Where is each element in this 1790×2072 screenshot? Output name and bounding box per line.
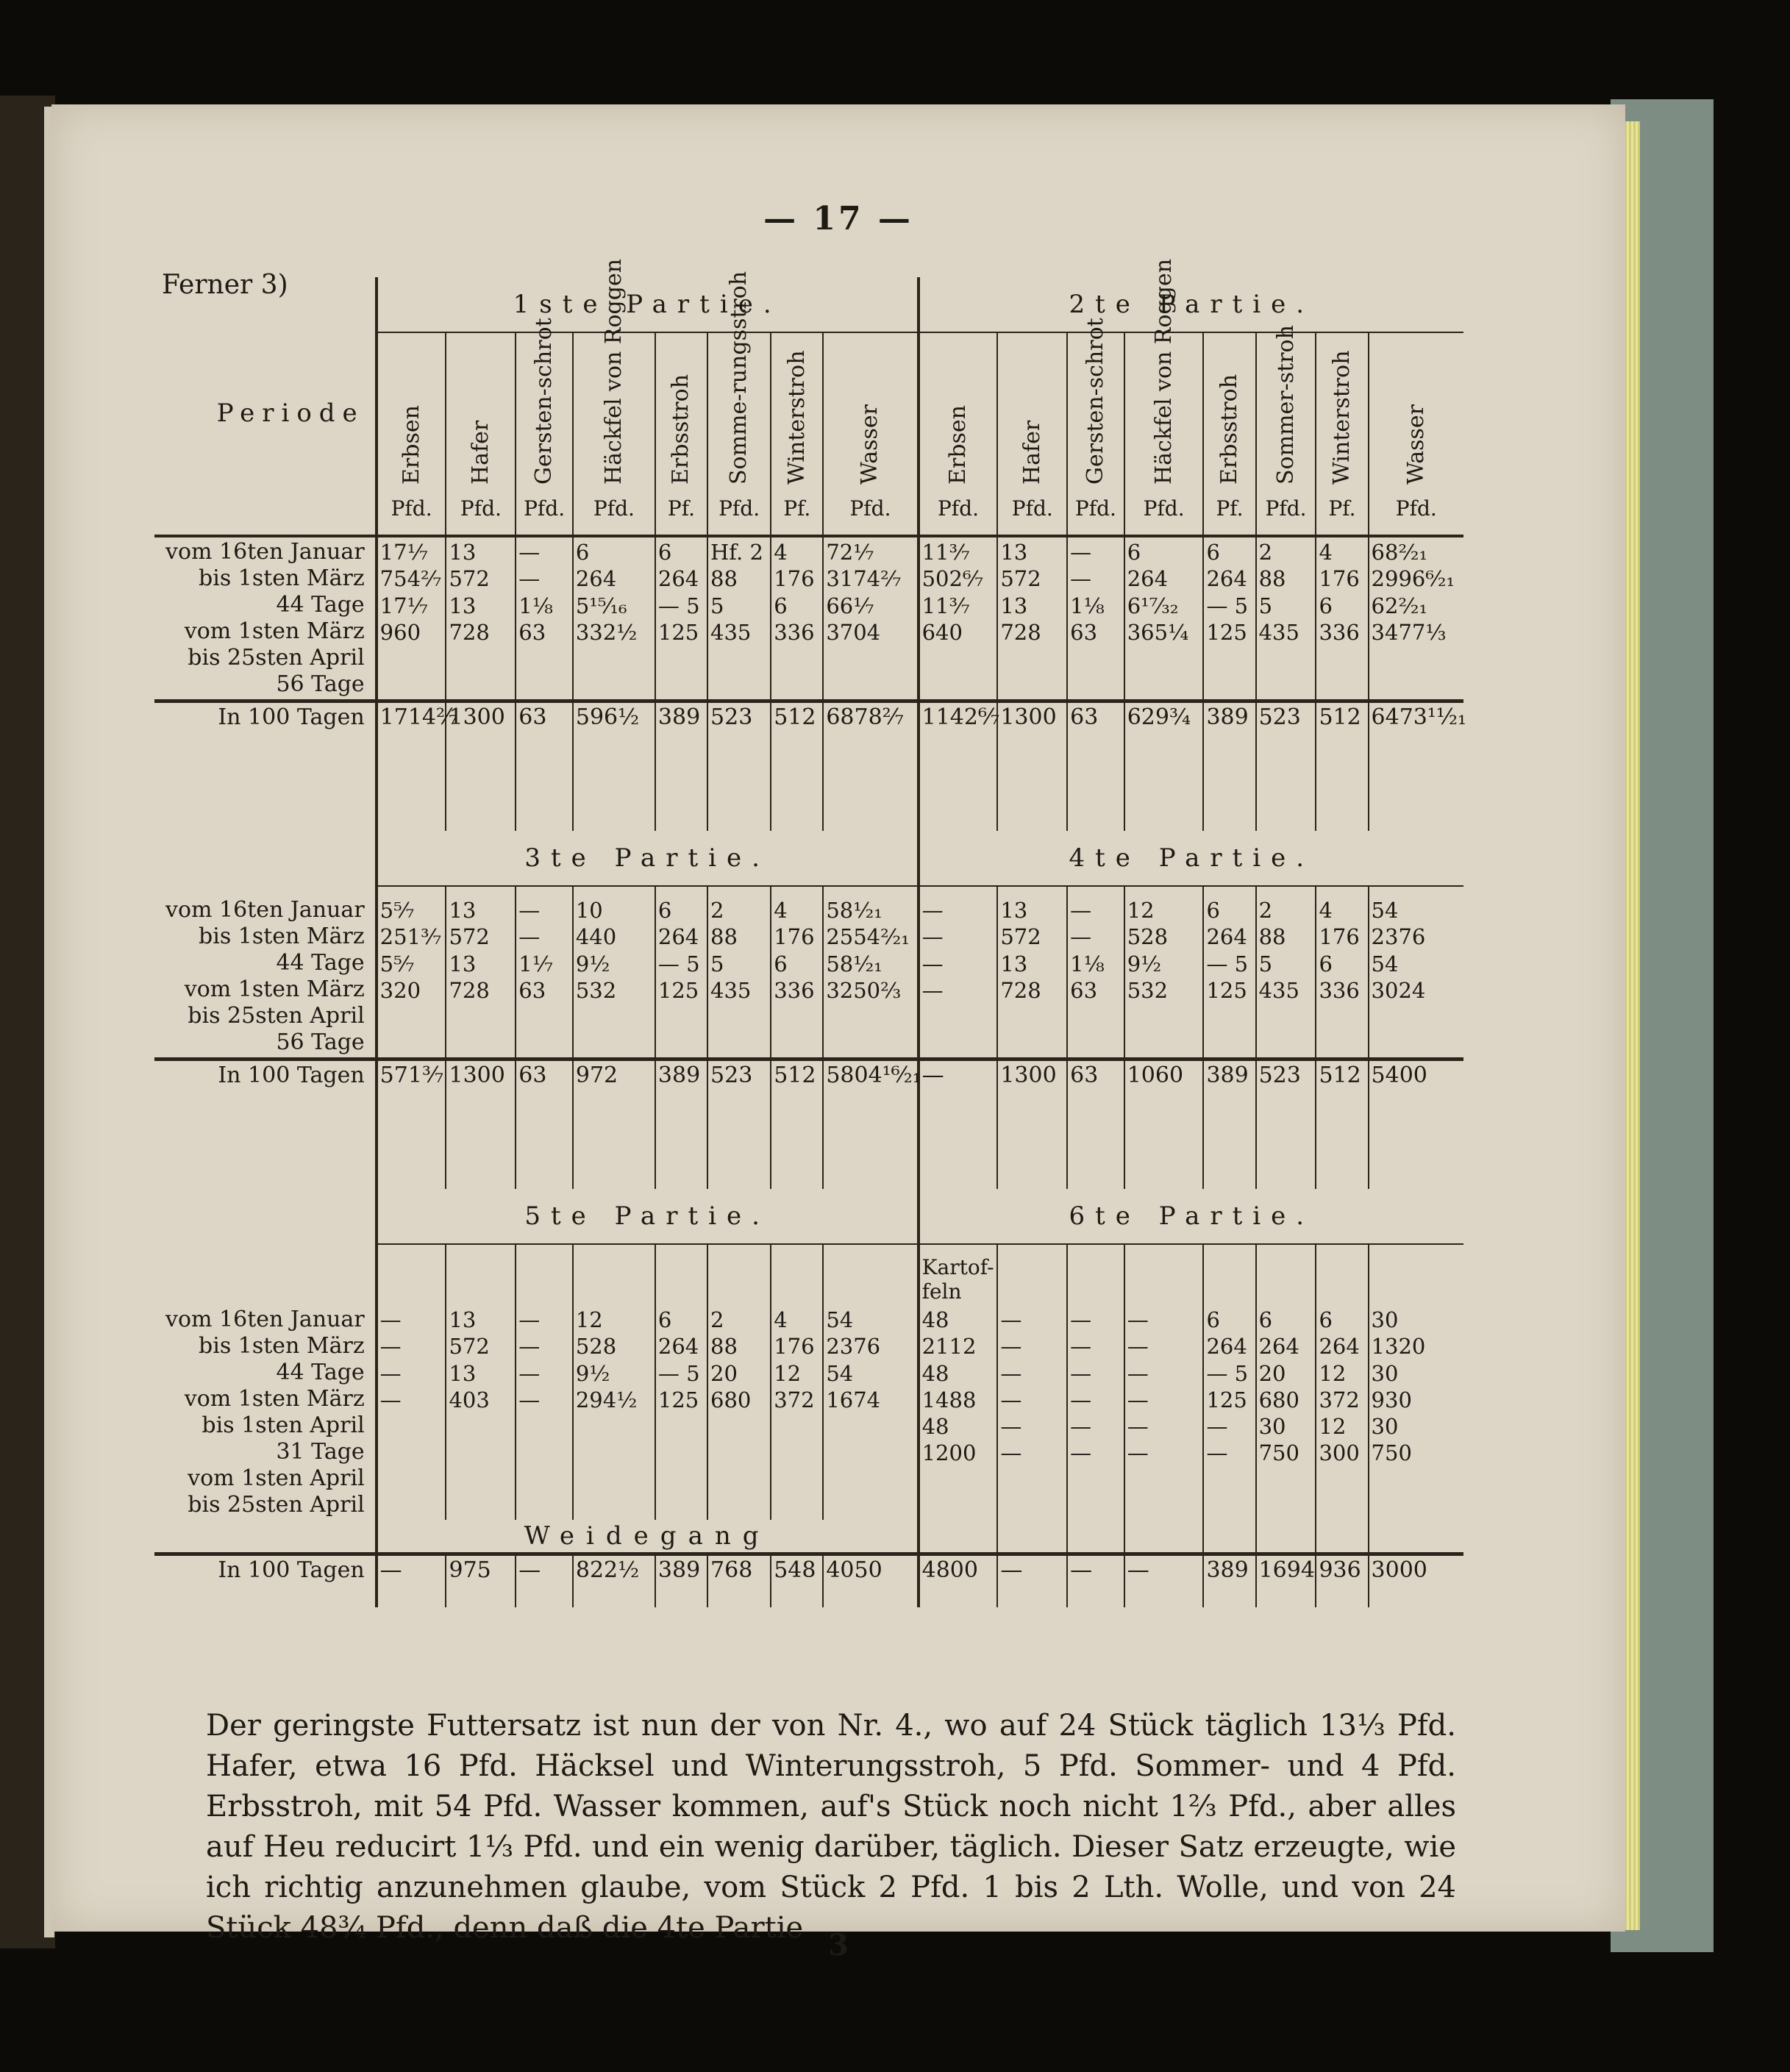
sum-cell: 548 [771,1554,823,1608]
sum-cell: 936 [1316,1554,1368,1608]
value-cell: 30 1320 30 930 30 750 [1369,1305,1463,1520]
value-cell: — — 1⅐ 63 [516,896,573,1060]
spacer-cell [446,1112,516,1189]
spacer-cell [1203,1254,1255,1305]
unit-label [154,495,377,536]
sum-cell: 523 [707,701,771,755]
sum-cell: — [1124,1554,1204,1608]
spacer [154,1520,377,1554]
column-header [1369,332,1463,495]
period-labels: vom 16ten Januar bis 1sten März 44 Tage vom 1sten März bis 25sten April 56 Tage [165,539,365,697]
sum-cell: 629¾ [1124,701,1204,755]
column-header [573,258,655,495]
spacer-cell [1067,1254,1124,1305]
column-header-label: Winterstroh [783,350,810,485]
sum-cell: 1300 [446,1060,516,1113]
value-cell: 6 264 — 5 125 [655,1305,707,1520]
sum-cell: 975 [446,1554,516,1608]
value-cell: 72¹⁄₇ 3174²⁄₇ 66⅐ 3704 [823,536,918,701]
column-header [919,332,998,495]
sum-cell: 1300 [446,701,516,755]
column-header-label: Häckfel von Roggen [1150,258,1177,485]
column-header-label: Erbsstroh [668,374,694,485]
sum-cell: 596½ [573,701,655,755]
spacer [154,1244,377,1254]
spacer-cell [377,1244,446,1254]
spacer-cell [771,886,823,896]
spacer-cell [516,886,573,896]
spacer-cell [516,754,573,831]
spacer-row [154,754,1463,831]
spacer [154,1112,377,1189]
sum-cell: 63 [1067,1060,1124,1113]
unit-cell: Pfd. [1256,495,1316,536]
body-paragraph: Der geringste Futtersatz ist nun der von Nr. 4., wo auf 24 Stück täglich 13⅓ Pfd. Hafer, etwa 16 Pfd. Häcksel und Winterungsstroh, 5 Pfd. Sommer- und 4 Pfd. Erbsstroh, mit 54 Pfd. Wasser kommen, auf's Stück noch nicht 1⅔ Pfd., aber alles auf Heu reducirt 1⅓ Pfd. und ein wenig darüber, täglich. Dieser Satz erzeugte, wie ich richtig anzunehmen glaube, vom Stück 2 Pfd. 1 bis 2 Lth. Wolle, und von 24 Stück 48¾ Pfd., denn daß die 4te Partie [206,1709,1456,1945]
spacer-cell [823,1112,918,1189]
spacer-row [154,1112,1463,1189]
unit-cell: Pfd. [823,495,918,536]
column-header [1256,325,1316,495]
sum-cell: — [377,1554,446,1608]
column-header [516,318,573,495]
sum-cell: 389 [1203,1060,1255,1113]
unit-cell: Pfd. [707,495,771,536]
spacer-cell [1369,1254,1463,1305]
unit-cell: Pfd. [1124,495,1204,536]
spacer-cell [446,886,516,896]
value-cell: 6 264 — 5 125 [1203,896,1255,1060]
spacer-cell [997,1254,1067,1305]
value-cell: 4 176 6 336 [771,536,823,701]
spacer-cell [1369,1112,1463,1189]
value-cell: — — 1⅛ 63 [1067,896,1124,1060]
spacer-cell [1316,886,1368,896]
column-header [1124,258,1204,495]
spacer-cell [823,1254,918,1305]
spacer-cell [1124,1244,1204,1254]
sum-cell: 1714²⁄₇ [377,701,446,755]
column-header-label: Häckfel von Roggen [600,258,627,485]
period-data-row [154,536,1463,701]
sum-cell: 3000 [1369,1554,1463,1608]
spacer-cell [1369,886,1463,896]
value-cell: 13 572 13 728 [997,896,1067,1060]
sum-cell: 6473¹¹⁄₂₁ [1369,701,1463,755]
spacer-cell [1203,1112,1255,1189]
sum-cell: 1300 [997,1060,1067,1113]
sum-cell: 1300 [997,701,1067,755]
sum-label: In 100 Tagen [154,701,377,755]
sum-cell: 389 [1203,701,1255,755]
sum-cell: — [516,1554,573,1608]
sum-cell: 63 [516,1060,573,1113]
spacer-cell [1124,1254,1204,1305]
spacer-cell [655,1254,707,1305]
value-cell: — — — — — — [1067,1305,1124,1520]
unit-cell: Pfd. [1369,495,1463,536]
spacer-cell [1067,1112,1124,1189]
spacer-cell [516,1244,573,1254]
value-cell: 6 264 12 372 12 300 [1316,1305,1368,1520]
spacer-cell [1369,754,1463,831]
value-cell: 5⁵⁄₇ 251³⁄₇ 5⁵⁄₇ 320 [377,896,446,1060]
sum-cell: 5400 [1369,1060,1463,1113]
spacer-cell [1316,1520,1368,1554]
kartoffeln-row [154,1254,1463,1305]
spacer-cell [1067,754,1124,831]
column-header-label: Hafer [1019,420,1045,485]
sum-cell: 512 [771,1060,823,1113]
value-cell: 2 88 5 435 [1256,536,1316,701]
column-header-label: Erbsen [398,405,424,485]
value-cell: 4 176 6 336 [1316,896,1368,1060]
value-cell: 13 572 13 728 [446,536,516,701]
spacer-cell [707,1254,771,1305]
spacer-cell [919,886,998,896]
sum-cell: — [997,1554,1067,1608]
unit-cell: Pf. [771,495,823,536]
value-cell: 68²⁄₂₁ 2996⁶⁄₂₁ 62²⁄₂₁ 3477⅓ [1369,536,1463,701]
value-cell: 6 264 — 5 125 [655,536,707,701]
spacer-cell [1203,1244,1255,1254]
value-cell: 10 440 9½ 532 [573,896,655,1060]
sum-cell: 523 [707,1060,771,1113]
spacer-cell [771,1254,823,1305]
column-header-row [154,332,1463,495]
sum-cell: 4800 [919,1554,998,1608]
spacer-cell [1124,1112,1204,1189]
spacer-cell [707,1112,771,1189]
sum-cell: 1060 [1124,1060,1204,1113]
value-cell: 6 264 — 5 125 — — [1203,1305,1255,1520]
spacer-cell [516,1254,573,1305]
sum-row [154,1060,1463,1113]
partie-title-row [154,831,1463,886]
partie-title: 4te Partie. [919,831,1463,886]
spacer-cell [1124,754,1204,831]
sum-label: In 100 Tagen [154,1554,377,1608]
sum-cell: 4050 [823,1554,918,1608]
partie-underline [154,1244,1463,1254]
value-cell: 54 2376 54 1674 [823,1305,918,1520]
column-header [823,332,918,495]
partie-title: 2te Partie. [919,277,1463,332]
sum-cell: 63 [516,701,573,755]
sum-cell: 6878²⁄₇ [823,701,918,755]
spacer-cell [573,1254,655,1305]
spacer-cell [377,754,446,831]
spacer-cell [919,1520,998,1554]
spacer-cell [655,1244,707,1254]
column-header [1316,332,1368,495]
value-cell: 6 264 5¹⁵⁄₁₆ 332½ [573,536,655,701]
spacer-cell [707,754,771,831]
period-labels: vom 16ten Januar bis 1sten März 44 Tage vom 1sten März bis 1sten April 31 Tage vom 1sten April bis 25sten April [165,1307,365,1518]
column-header-label: Wasser [1402,404,1429,485]
value-cell: 12 528 9½ 294½ [573,1305,655,1520]
value-cell: — — — — — — [997,1305,1067,1520]
sum-cell: 512 [771,701,823,755]
value-cell: 13 572 13 403 [446,1305,516,1520]
spacer-cell [1203,754,1255,831]
value-cell: 13 572 13 728 [446,896,516,1060]
spacer-cell [997,886,1067,896]
sum-cell: 389 [1203,1554,1255,1608]
spacer-cell [1203,1520,1255,1554]
value-cell: 2 88 20 680 [707,1305,771,1520]
spacer-cell [1316,754,1368,831]
kartoffeln-label: Kartof-feln [919,1254,998,1305]
column-header [997,332,1067,495]
unit-cell: Pf. [1316,495,1368,536]
period-data-row [154,1305,1463,1520]
spacer-cell [1067,886,1124,896]
sum-cell: — [1067,1554,1124,1608]
value-cell: — — — — [919,896,998,1060]
unit-cell: Pfd. [377,495,446,536]
spacer-cell [446,754,516,831]
spacer-cell [1203,886,1255,896]
value-cell: 6 264 6¹⁷⁄₃₂ 365¼ [1124,536,1204,701]
value-cell: 4 176 12 372 [771,1305,823,1520]
value-cell: 6 264 — 5 125 [1203,536,1255,701]
unit-cell: Pf. [1203,495,1255,536]
spacer [154,886,377,896]
value-cell: 2 88 5 435 [707,896,771,1060]
value-cell: — — 1⅛ 63 [1067,536,1124,701]
spacer-cell [1369,1244,1463,1254]
period-data-row [154,896,1463,1060]
column-header [1203,332,1255,495]
spacer [154,1254,377,1305]
page-number: — 17 — [763,200,913,237]
spacer-cell [997,754,1067,831]
spacer-cell [823,886,918,896]
spacer-cell [771,1112,823,1189]
partie-title: 1ste Partie. [377,277,919,332]
sum-cell: 5804¹⁶⁄₂₁ [823,1060,918,1113]
column-header-label: Gersten-schrot [1082,318,1108,485]
unit-cell: Pf. [655,495,707,536]
value-cell: 2 88 5 435 [1256,896,1316,1060]
value-cell: — — — — [377,1305,446,1520]
partie-title: 6te Partie. [919,1189,1463,1244]
spacer-cell [707,886,771,896]
spacer-cell [1256,886,1316,896]
unit-cell: Pfd. [446,495,516,536]
value-cell: 4 176 6 336 [1316,536,1368,701]
column-header [1067,318,1124,495]
column-header-label: Hafer [467,420,493,485]
feed-table [154,258,1467,1607]
partie-title: 3te Partie. [377,831,919,886]
partie-title-row [154,1189,1463,1244]
row-label [154,1189,377,1244]
sum-cell: 523 [1256,701,1316,755]
sum-cell: 822½ [573,1554,655,1608]
sum-cell: 571³⁄₇ [377,1060,446,1113]
spacer-cell [1256,1520,1316,1554]
spacer-cell [1124,886,1204,896]
column-header [377,332,446,495]
column-header [707,271,771,495]
spacer-cell [377,886,446,896]
column-header-label: Somme-rungsstroh [726,271,752,485]
periode-label: Periode [216,399,365,429]
column-header-label: Sommer-stroh [1272,325,1299,485]
value-cell: 6 264 20 680 30 750 [1256,1305,1316,1520]
spacer-cell [573,754,655,831]
spacer-cell [997,1112,1067,1189]
sum-cell: 63 [1067,701,1124,755]
sum-cell: 523 [1256,1060,1316,1113]
value-cell: — — — — [516,1305,573,1520]
spacer-cell [377,1254,446,1305]
partie-underline [154,886,1463,896]
row-label [154,831,377,886]
spacer-cell [1067,1520,1124,1554]
value-cell: 17⅐ 754²⁄₇ 17⅐ 960 [377,536,446,701]
section-label: Ferner 3) [162,270,288,300]
sum-label: In 100 Tagen [154,1060,377,1113]
value-cell: 58¹⁄₂₁ 2554²⁄₂₁ 58¹⁄₂₁ 3250⅔ [823,896,918,1060]
spacer-cell [573,1244,655,1254]
sum-cell: 972 [573,1060,655,1113]
spacer-cell [919,1244,998,1254]
sum-cell: — [919,1060,998,1113]
spacer-cell [446,1244,516,1254]
spacer-cell [655,1112,707,1189]
spacer-cell [1369,1520,1463,1554]
spacer-cell [1256,754,1316,831]
spacer-cell [1316,1244,1368,1254]
spacer-cell [1256,1244,1316,1254]
value-cell: 12 528 9½ 532 [1124,896,1204,1060]
unit-cell: Pfd. [1067,495,1124,536]
period-labels: vom 16ten Januar bis 1sten März 44 Tage vom 1sten März bis 25sten April 56 Tage [165,897,365,1055]
spacer [154,754,377,831]
spacer-cell [997,1520,1067,1554]
spacer-cell [1124,1520,1204,1554]
value-cell: — — — — — — [1124,1305,1204,1520]
spacer-cell [655,886,707,896]
weidegang-row [154,1520,1463,1554]
unit-cell: Pfd. [573,495,655,536]
sum-cell: 512 [1316,1060,1368,1113]
spacer-cell [823,1244,918,1254]
spacer-cell [1067,1244,1124,1254]
value-cell: 13 572 13 728 [997,536,1067,701]
sum-cell: 768 [707,1554,771,1608]
book-page [51,104,1625,1962]
signature-mark: 3 [828,1928,849,1962]
sum-row [154,1554,1463,1608]
sum-cell: 512 [1316,701,1368,755]
spacer-cell [771,1244,823,1254]
unit-cell: Pfd. [997,495,1067,536]
spacer-cell [573,886,655,896]
value-cell: Hf. 2 88 5 435 [707,536,771,701]
spacer-cell [1316,1112,1368,1189]
column-header-label: Wasser [857,404,883,485]
row-label [154,277,377,332]
spacer-cell [771,754,823,831]
column-header-label: Winterstroh [1328,350,1355,485]
column-header [655,332,707,495]
spacer-cell [446,1254,516,1305]
sum-cell: 389 [655,701,707,755]
spacer-cell [919,1112,998,1189]
sum-row [154,701,1463,755]
value-cell: 54 2376 54 3024 [1369,896,1463,1060]
column-header-label: Gersten-schrot [531,318,557,485]
column-header [771,332,823,495]
sum-cell: 389 [655,1554,707,1608]
column-header-label: Erbsen [944,405,971,485]
sum-cell: 1142⁶⁄₇ [919,701,998,755]
spacer-cell [997,1244,1067,1254]
partie-title: 5te Partie. [377,1189,919,1244]
partie-title-row [154,277,1463,332]
spacer-cell [823,754,918,831]
spacer-cell [573,1112,655,1189]
value-cell: 4 176 6 336 [771,896,823,1060]
value-cell: — — 1⅛ 63 [516,536,573,701]
spacer-cell [707,1244,771,1254]
spacer-cell [516,1112,573,1189]
unit-row [154,495,1463,536]
spacer-cell [655,754,707,831]
spacer-cell [919,754,998,831]
unit-cell: Pfd. [919,495,998,536]
weidegang-label: Weidegang [377,1520,919,1554]
column-header-label: Erbsstroh [1216,374,1242,485]
value-cell: 11³⁄₇ 502⁶⁄₇ 11³⁄₇ 640 [919,536,998,701]
sum-cell: 1694 [1256,1554,1316,1608]
column-header [446,332,516,495]
value-cell: 48 2112 48 1488 48 1200 [919,1305,998,1520]
spacer-cell [1256,1112,1316,1189]
spacer-cell [1316,1254,1368,1305]
spacer-cell [377,1112,446,1189]
value-cell: 6 264 — 5 125 [655,896,707,1060]
spacer-cell [1256,1254,1316,1305]
unit-cell: Pfd. [516,495,573,536]
sum-cell: 389 [655,1060,707,1113]
